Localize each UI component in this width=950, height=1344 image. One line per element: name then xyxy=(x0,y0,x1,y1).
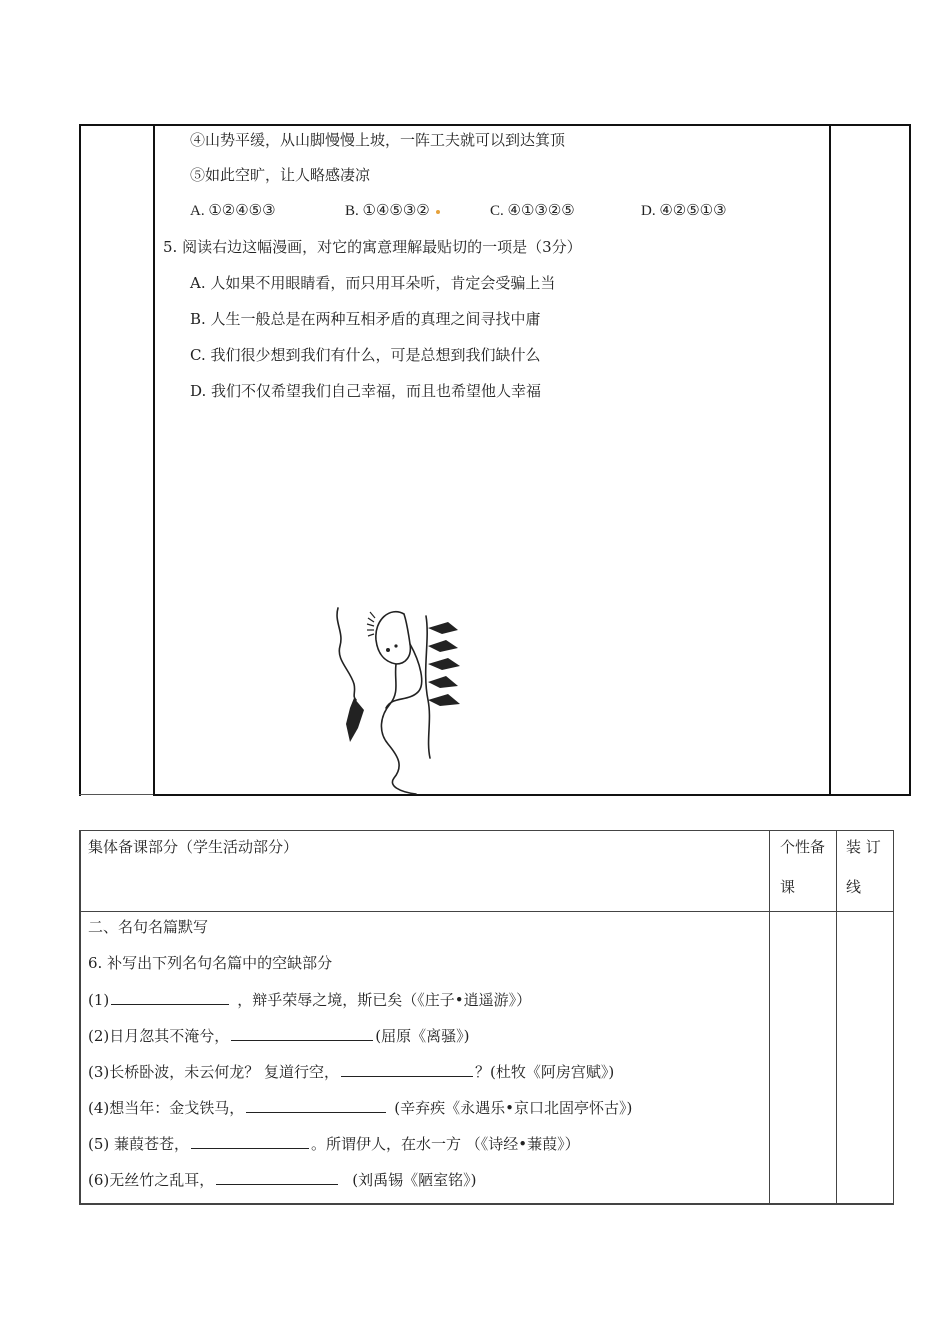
choice-c: C. ④①③②⑤ xyxy=(490,203,575,219)
lower-table-header-divider xyxy=(79,911,894,912)
fill-line-1-pre: (1) xyxy=(88,991,110,1009)
choice-b-text: B. ①④⑤③② xyxy=(345,203,430,219)
fill-line-4-pre: (4)想当年：金戈铁马， xyxy=(88,1099,245,1117)
lower-header-col3-line1: 装 订 xyxy=(846,838,881,856)
fill-line-6 xyxy=(88,1170,476,1189)
fill-line-2-pre: (2)日月忽其不淹兮， xyxy=(88,1027,230,1045)
lower-header-col3-line2: 线 xyxy=(846,878,862,896)
fill-line-5-post: 。所谓伊人，在水一方 （《诗经•蒹葭》） xyxy=(311,1135,580,1153)
upper-frame-left-border xyxy=(79,124,81,796)
fill-blank-4[interactable] xyxy=(246,1098,386,1113)
fill-blank-1[interactable] xyxy=(111,990,229,1005)
upper-frame-divider-2 xyxy=(829,124,831,796)
fill-line-2-post: (屈原《离骚》) xyxy=(375,1027,470,1045)
choice-d: D. ④②⑤①③ xyxy=(641,203,727,219)
fill-line-6-pre: (6)无丝竹之乱耳， xyxy=(88,1171,215,1189)
fill-blank-5[interactable] xyxy=(191,1134,309,1149)
question-5-option-c: C. 我们很少想到我们有什么，可是总想到我们缺什么 xyxy=(190,346,541,364)
choice-a: A. ①②④⑤③ xyxy=(190,203,276,219)
lower-table-col-divider-1 xyxy=(769,830,770,1205)
option-item-5: ⑤如此空旷，让人略感凄凉 xyxy=(190,166,371,184)
lower-header-col2-line1: 个性备 xyxy=(780,838,826,856)
question-5-option-d: D. 我们不仅希望我们自己幸福，而且也希望他人幸福 xyxy=(190,382,542,400)
fill-line-3-post: ？(杜牧《阿房宫赋》) xyxy=(475,1063,615,1081)
fill-line-1 xyxy=(88,990,531,1009)
upper-frame-bottom-border xyxy=(153,794,911,796)
upper-frame-divider-1 xyxy=(153,124,155,796)
lower-table-bottom xyxy=(79,1203,894,1205)
upper-frame-bottom-left-thin xyxy=(79,794,153,795)
question-5-option-a: A. 人如果不用眼睛看，而只用耳朵听，肯定会受骗上当 xyxy=(190,274,556,292)
lower-table-top xyxy=(79,830,894,831)
lower-table-left xyxy=(79,830,81,1205)
choice-b xyxy=(345,202,440,220)
question-5-option-b: B. 人生一般总是在两种互相矛盾的真理之间寻找中庸 xyxy=(190,310,541,328)
fill-line-5 xyxy=(88,1134,580,1153)
option-item-4: ④山势平缓，从山脚慢慢上坡，一阵工夫就可以到达箕顶 xyxy=(190,131,566,149)
lower-table-col-divider-2 xyxy=(836,830,837,1205)
fill-line-6-post: (刘禹锡《陋室铭》) xyxy=(352,1171,477,1189)
cartoon-illustration xyxy=(330,600,475,796)
highlight-dot xyxy=(436,210,440,214)
fill-blank-2[interactable] xyxy=(231,1026,373,1041)
lower-table-right xyxy=(893,830,894,1205)
upper-frame-top-border xyxy=(79,124,911,126)
fill-line-1-post: ，辩乎荣辱之境，斯已矣（《庄子•逍遥游》） xyxy=(237,991,532,1009)
fill-blank-3[interactable] xyxy=(341,1062,473,1077)
lower-header-main: 集体备课部分（学生活动部分） xyxy=(88,838,299,856)
fill-line-2 xyxy=(88,1026,469,1045)
fill-blank-6[interactable] xyxy=(216,1170,338,1185)
upper-frame-right-border xyxy=(909,124,911,796)
question-6-stem: 6. 补写出下列名句名篇中的空缺部分 xyxy=(88,954,333,972)
question-5-stem: 5. 阅读右边这幅漫画，对它的寓意理解最贴切的一项是（3分） xyxy=(163,238,582,256)
section-title: 二、名句名篇默写 xyxy=(88,918,209,936)
fill-line-3 xyxy=(88,1062,614,1081)
lower-header-col2-line2: 课 xyxy=(780,878,796,896)
fill-line-3-pre: (3)长桥卧波，未云何龙？ 复道行空， xyxy=(88,1063,340,1081)
fill-line-4 xyxy=(88,1098,632,1117)
fill-line-4-post: (辛弃疾《永遇乐•京口北固亭怀古》) xyxy=(394,1099,633,1117)
fill-line-5-pre: (5) 蒹葭苍苍， xyxy=(88,1135,190,1153)
